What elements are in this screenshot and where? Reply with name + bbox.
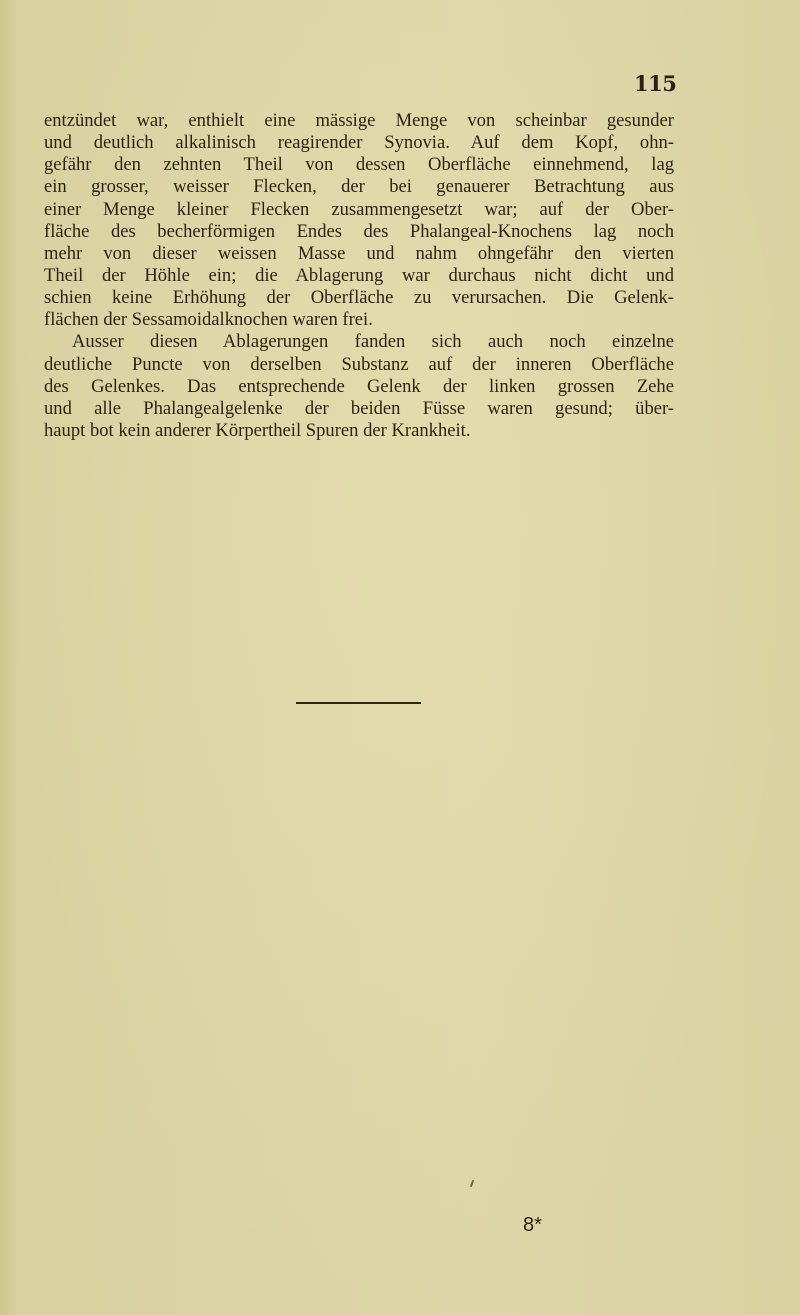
text-line: fläche des becherförmigen Endes des Phalangeal-Knochens lag noch bbox=[44, 220, 674, 242]
section-divider bbox=[296, 702, 421, 704]
text-line: schien keine Erhöhung der Oberfläche zu verursachen. Die Gelenk- bbox=[44, 287, 674, 309]
text-line: Theil der Höhle ein; die Ablagerung war durchaus nicht dicht und bbox=[44, 264, 674, 286]
text-line: des Gelenkes. Das entsprechende Gelenk der linken grossen Zehe bbox=[44, 375, 674, 397]
text-line: einer Menge kleiner Flecken zusammengesetzt war; auf der Ober- bbox=[44, 198, 674, 220]
ink-mark bbox=[470, 1180, 474, 1187]
paragraph-2 bbox=[44, 331, 674, 442]
text-line: und alle Phalangealgelenke der beiden Füsse waren gesund; über- bbox=[44, 397, 674, 419]
text-line: gefähr den zehnten Theil von dessen Oberfläche einnehmend, lag bbox=[44, 154, 674, 176]
paragraph-1 bbox=[44, 110, 674, 331]
body-text bbox=[44, 110, 674, 442]
text-line: entzündet war, enthielt eine mässige Menge von scheinbar gesunder bbox=[44, 110, 674, 131]
text-line: haupt bot kein anderer Körpertheil Spuren der Krankheit. bbox=[44, 419, 471, 441]
printer-signature: 8* bbox=[523, 1214, 542, 1236]
text-line: Ausser diesen Ablagerungen fanden sich auch noch einzelne bbox=[72, 331, 674, 353]
page-number: 115 bbox=[634, 71, 677, 96]
text-line: und deutlich alkalinisch reagirender Synovia. Auf dem Kopf, ohn- bbox=[44, 132, 674, 154]
text-line: flächen der Sessamoidalknochen waren frei. bbox=[44, 309, 373, 331]
text-line: ein grosser, weisser Flecken, der bei genauerer Betrachtung aus bbox=[44, 176, 674, 198]
text-line: mehr von dieser weissen Masse und nahm ohngefähr den vierten bbox=[44, 242, 674, 264]
text-line: deutliche Puncte von derselben Substanz auf der inneren Oberfläche bbox=[44, 353, 674, 375]
